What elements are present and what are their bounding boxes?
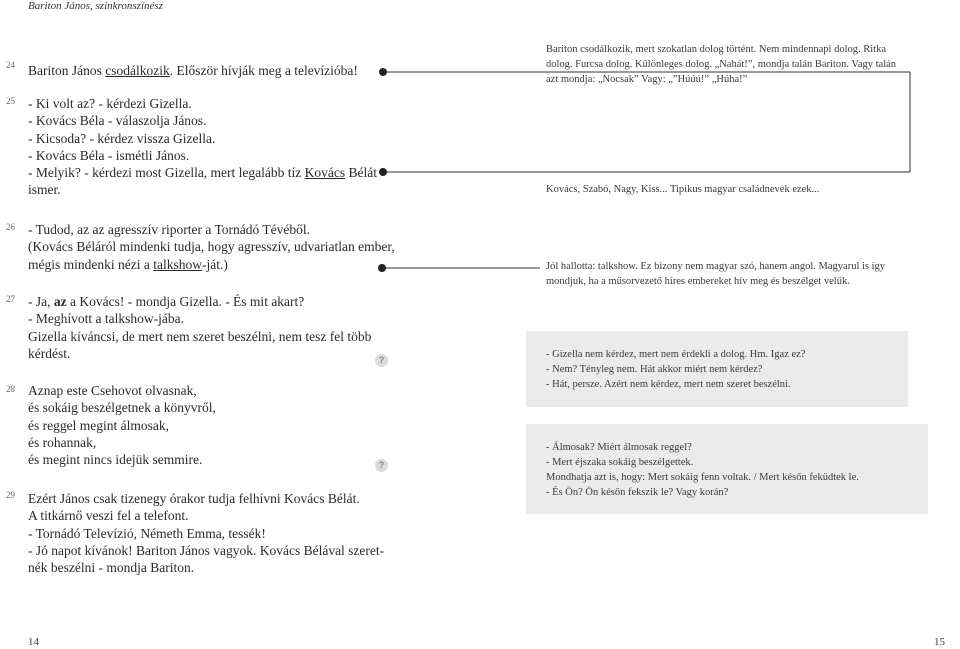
running-title: Bariton János, szinkronszínész — [28, 0, 163, 12]
paragraph-number-28: 28 — [6, 384, 15, 394]
sidebar-box-almosak-text: - Álmosak? Miért álmosak reggel? - Mert éjszaka sokáig beszélgettek. Mondhatja azt is, hogy: Mert sokáig fenn voltak. / Mert későn feküdtek le. - És Ön? Ön későn fekszik le? Vagy korán? — [546, 442, 859, 498]
sidebar-note-kovacs: Kovács, Szabó, Nagy, Kiss... Tipikus magyar családnevek ezek... — [546, 184, 820, 195]
paragraph-number-24: 24 — [6, 60, 15, 70]
paragraph-number-26: 26 — [6, 222, 15, 232]
question-mark-icon[interactable]: ? — [375, 459, 388, 472]
word-link-kovacs[interactable]: Kovács — [304, 165, 346, 181]
paragraph-28: Aznap este Csehovot olvasnak, és sokáig beszélgetnek a könyvről, és reggel megint álmosak, és rohannak, és megint nincs idejük semmire. — [28, 383, 216, 468]
question-mark-icon[interactable]: ? — [375, 354, 388, 367]
word-link-csodalkozik[interactable]: csodálkozik — [105, 63, 170, 78]
page-number-left: 14 — [28, 636, 39, 648]
paragraph-29: Ezért János csak tizenegy órakor tudja felhívni Kovács Bélát. A titkárnő veszi fel a telefont. - Tornádó Televízió, Németh Emma, tessék! - Jó napot kívánok! Bariton János vagyok. Kovács Bélával szeret- nék beszélni - mondja Bariton. — [28, 491, 385, 576]
paragraph-number-29: 29 — [6, 490, 15, 500]
sidebar-note-csodalkozik: Bariton csodálkozik, mert szokatlan dolog történt. Nem mindennapi dolog. Ritka dolog. Furcsa dolog. Különleges dolog. „Nahát!”, mondja talán Bariton. Vagy talán azt mondja: „Nocsak” Vagy: „”Húúú!” „Húha!” — [546, 44, 897, 85]
paragraph-number-25: 25 — [6, 96, 15, 106]
paragraph-26: - Tudod, az az agresszív riporter a Tornádó Tévéből. (Kovács Béláról mindenki tudja, hogy agresszív, udvariatlan ember, mégis mindenki nézi a talkshow-ját.) — [28, 222, 395, 272]
paragraph-24: Bariton János csodálkozik. Először hívják meg a televízióba! — [28, 63, 358, 78]
sidebar-note-talkshow: Jól hallotta: talkshow. Ez bizony nem magyar szó, hanem angol. Magyarul is így mondjuk, ha a műsorvezető híres embereket hív meg és beszélget velük. — [546, 261, 886, 287]
page-number-right: 15 — [934, 636, 945, 648]
paragraph-number-27: 27 — [6, 294, 15, 304]
paragraph-25: - Ki volt az? - kérdezi Gizella. - Kovács Béla - válaszolja János. - Kicsoda? - kérdez vissza Gizella. - Kovács Béla - ismétli János. - Melyik? - kérdezi most Gizella, mert legalább tíz Kovács Bélát ismer. — [28, 96, 378, 198]
paragraph-27: - Ja, az a Kovács! - mondja Gizella. - És mit akart? - Meghívott a talkshow-jába. Gizella kíváncsi, de mert nem szeret beszélni, nem tesz fel több kérdést. — [28, 294, 372, 361]
sidebar-box-kerdes-text: - Gizella nem kérdez, mert nem érdekli a dolog. Hm. Igaz ez? - Nem? Tényleg nem. Hát akkor miért nem kérdez? - Hát, persze. Azért nem kérdez, mert nem szeret beszélni. — [546, 349, 806, 390]
connector-dot — [379, 68, 387, 76]
word-link-talkshow[interactable]: talkshow — [153, 256, 202, 272]
connector-dot — [379, 168, 387, 176]
